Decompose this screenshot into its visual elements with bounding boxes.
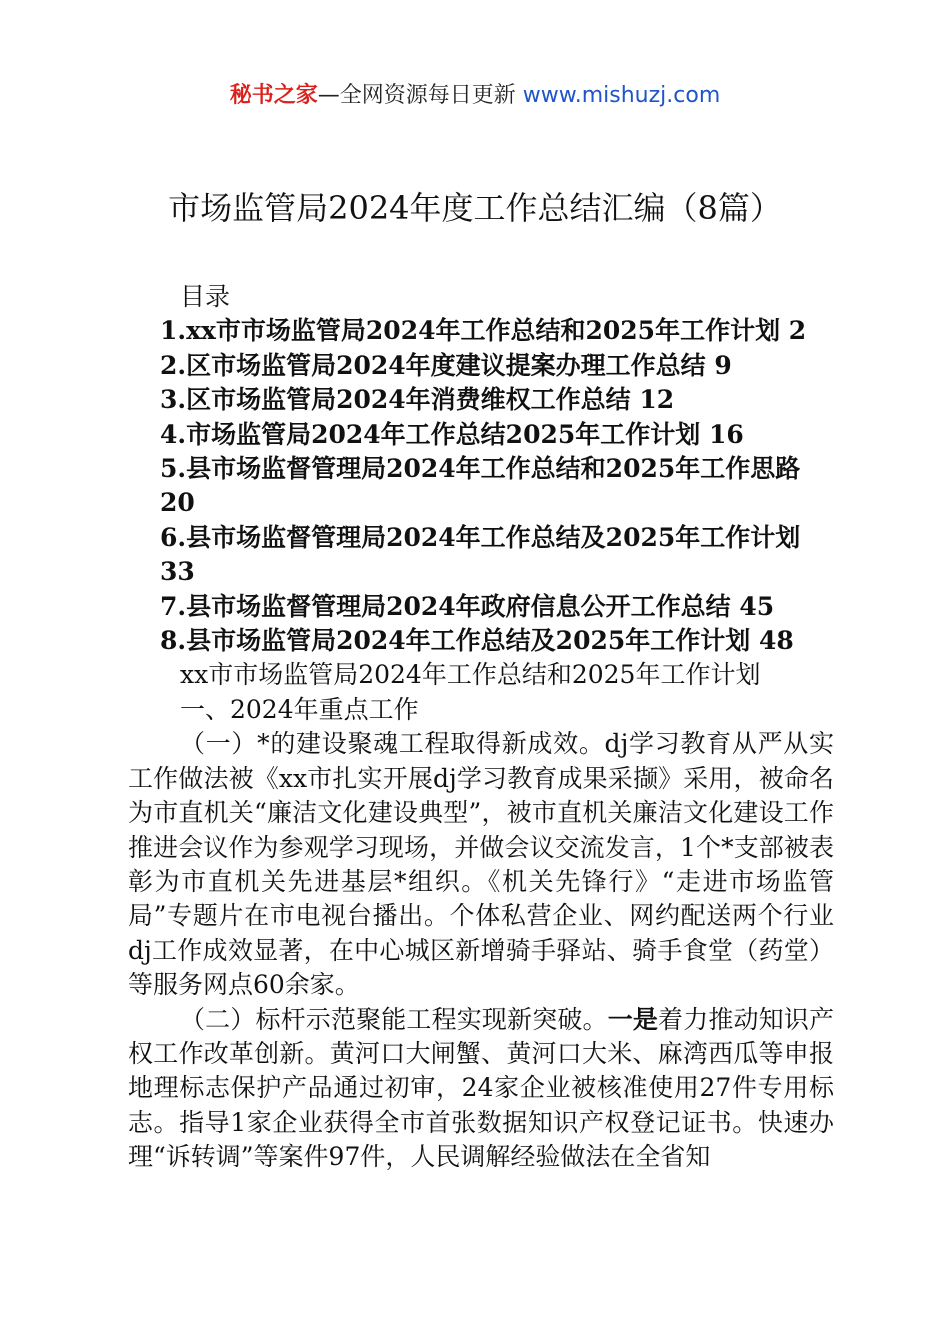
toc-item-4[interactable]: 4.市场监管局2024年工作总结2025年工作计划 16 [160, 419, 744, 449]
toc-item-5-page[interactable]: 20 [160, 488, 195, 518]
article-title: xx市市场监管局2024年工作总结和2025年工作计划 [180, 660, 761, 690]
section-heading: 一、2024年重点工作 [180, 694, 419, 724]
toc-heading: 目录 [180, 282, 231, 311]
site-header [0, 80, 950, 112]
document-title: 市场监管局2024年度工作总结汇编（8篇） [168, 189, 782, 227]
toc-item-3[interactable]: 3.区市场监管局2024年消费维权工作总结 12 [160, 385, 675, 415]
brand-name: 秘书之家 [229, 83, 318, 108]
toc-item-1[interactable]: 1.xx市市场监管局2024年工作总结和2025年工作计划 2 [160, 316, 807, 346]
toc-item-6-page[interactable]: 33 [160, 557, 195, 587]
toc-item-2[interactable]: 2.区市场监管局2024年度建议提案办理工作总结 9 [160, 350, 732, 380]
document-body [128, 280, 834, 1175]
paragraph-1: （一）*的建设聚魂工程取得新成效。dj学习教育从严从实工作做法被《xx市扎实开展dj学习教育成果采撷》采用，被命名为市直机关“廉洁文化建设典型”，被市直机关廉洁文化建设工作推进会议作为参观学习现场，并做会议交流发言，1个*支部被表彰为市直机关先进基层*组织。《机关先锋行》“走进市场监管局”专题片在市电视台播出。个体私营企业、网约配送两个行业dj工作成效显著，在中心城区新增骑手驿站、骑手食堂（药堂）等服务网点60余家。 [128, 729, 834, 1000]
toc-item-6[interactable]: 6.县市场监督管理局2024年工作总结及2025年工作计划 [160, 522, 801, 552]
paragraph-2-emphasis: 一是 [607, 1004, 659, 1034]
paragraph-2-rest: 着力推动知识产权工作改革创新。黄河口大闸蟹、黄河口大米、麻湾西瓜等申报地理标志保护产品通过初审，24家企业被核准使用27件专用标志。指导1家企业获得全市首张数据知识产权登记证书。快速办理“诉转调”等案件97件，人民调解经验做法在全省知 [128, 1004, 834, 1172]
toc-item-7[interactable]: 7.县市场监督管理局2024年政府信息公开工作总结 45 [160, 591, 775, 621]
toc-item-8[interactable]: 8.县市场监管局2024年工作总结及2025年工作计划 48 [160, 626, 794, 656]
site-slogan: —全网资源每日更新 [317, 83, 523, 108]
site-url-link[interactable]: www.mishuzj.com [522, 83, 721, 108]
paragraph-2-lead: （二）标杆示范聚能工程实现新突破。 [180, 1004, 608, 1034]
toc-item-5[interactable]: 5.县市场监督管理局2024年工作总结和2025年工作思路 [160, 454, 801, 484]
paragraph-2 [128, 1003, 834, 1175]
